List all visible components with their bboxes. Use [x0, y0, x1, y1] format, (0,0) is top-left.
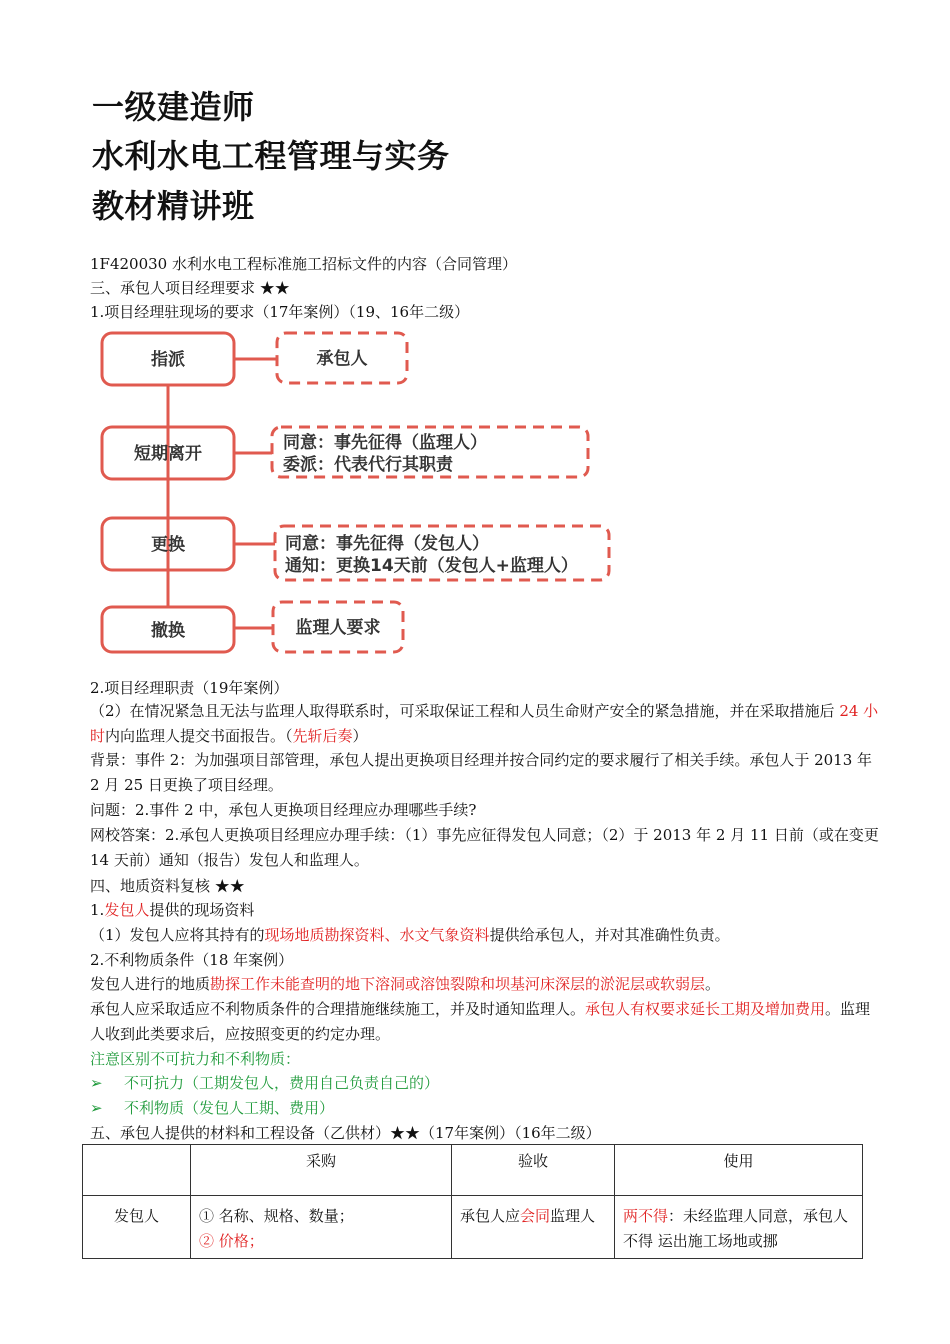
- table-cell-acceptance: 承包人应会同监理人: [452, 1196, 615, 1259]
- sec4-para2: 发包人进行的地质勘探工作未能查明的地下溶洞或溶蚀裂隙和坝基河床深层的淤泥层或软弱层。: [90, 975, 721, 993]
- node-label: 更换: [151, 535, 185, 555]
- sec4-para3: 承包人应采取适应不利物质条件的合理措施继续施工，并及时通知监理人。承包人有权要求延长工期及增加费用。监理人收到此类要求后，应按照变更的约定办理。: [90, 1000, 871, 1043]
- sec4-heading: 四、地质资料复核 ★★: [90, 877, 245, 895]
- table-header-cell: [83, 1145, 191, 1196]
- sec4-item2: 2.不利物质条件（18 年案例）: [90, 951, 294, 969]
- node-label: 指派: [151, 350, 185, 370]
- item2-heading: 2.项目经理职责（19年案例）: [90, 679, 289, 697]
- detail-label: 同意：事先征得（发包人）: [285, 534, 489, 554]
- section-code: 1F420030 水利水电工程标准施工招标文件的内容（合同管理）: [90, 255, 517, 273]
- materials-table: [82, 1144, 863, 1259]
- table-header-cell: 使用: [615, 1145, 863, 1196]
- arrow-bullet-icon: ➢: [90, 1099, 103, 1117]
- node-label: 短期离开: [134, 444, 202, 464]
- title-line-2: 水利水电工程管理与实务: [92, 137, 450, 175]
- table-row: [83, 1196, 863, 1259]
- bullet-force-majeure: ➢ 不可抗力（工期发包人，费用自己负责自己的）: [90, 1071, 880, 1095]
- sec3-item1: 1.项目经理驻现场的要求（17年案例）（19、16年二级）: [90, 303, 470, 321]
- table-cell-label: 发包人: [83, 1196, 191, 1259]
- sec4-item1: 1.发包人提供的现场资料: [90, 901, 255, 919]
- question-line: 问题：2.事件 2 中，承包人更换项目经理应办理哪些手续?: [90, 801, 477, 819]
- sec3-heading: 三、承包人项目经理要求 ★★: [90, 279, 290, 297]
- table-cell-purchase: ① 名称、规格、数量； ② 价格；: [191, 1196, 452, 1259]
- detail-label: 委派：代表代行其职责: [283, 455, 453, 475]
- detail-label: 同意：事先征得（监理人）: [283, 433, 487, 453]
- table-header-cell: 采购: [191, 1145, 452, 1196]
- answer-para: 网校答案：2.承包人更换项目经理应办理手续：（1）事先应征得发包人同意；（2）于 2013 年 2 月 11 日前（或在变更 14 天前）通知（报告）发包人和监理人。: [90, 826, 879, 869]
- table-cell-usage: 两不得：未经监理人同意，承包人不得 运出施工场地或挪: [615, 1196, 863, 1259]
- item2-para1: （2）在情况紧急且无法与监理人取得联系时，可采取保证工程和人员生命财产安全的紧急措施，并在采取措施后 24 小时内向监理人提交书面报告。（先斩后奏）: [90, 702, 879, 745]
- note-line: 注意区别不可抗力和不利物质：: [90, 1050, 301, 1068]
- detail-label: 监理人要求: [295, 618, 381, 638]
- detail-label: 承包人: [316, 349, 368, 369]
- arrow-bullet-icon: ➢: [90, 1074, 103, 1092]
- detail-label: 通知：更换14天前（发包人+监理人）: [285, 556, 578, 576]
- sec5-heading: 五、承包人提供的材料和工程设备（乙供材）★★（17年案例）（16年二级）: [90, 1124, 601, 1142]
- sec4-para1: （1）发包人应将其持有的现场地质勘探资料、水文气象资料提供给承包人，并对其准确性负责。: [90, 926, 730, 944]
- background-para: 背景：事件 2：为加强项目部管理，承包人提出更换项目经理并按合同约定的要求履行了相关手续。承包人于 2013 年 2 月 25 日更换了项目经理。: [90, 751, 873, 794]
- table-header-row: [83, 1145, 863, 1196]
- title-line-1: 一级建造师: [92, 88, 255, 126]
- node-label: 撤换: [151, 621, 185, 641]
- bullet-adverse-condition: ➢ 不利物质（发包人工期、费用）: [90, 1096, 880, 1120]
- table-header-cell: 验收: [452, 1145, 615, 1196]
- title-line-3: 教材精讲班: [92, 187, 255, 225]
